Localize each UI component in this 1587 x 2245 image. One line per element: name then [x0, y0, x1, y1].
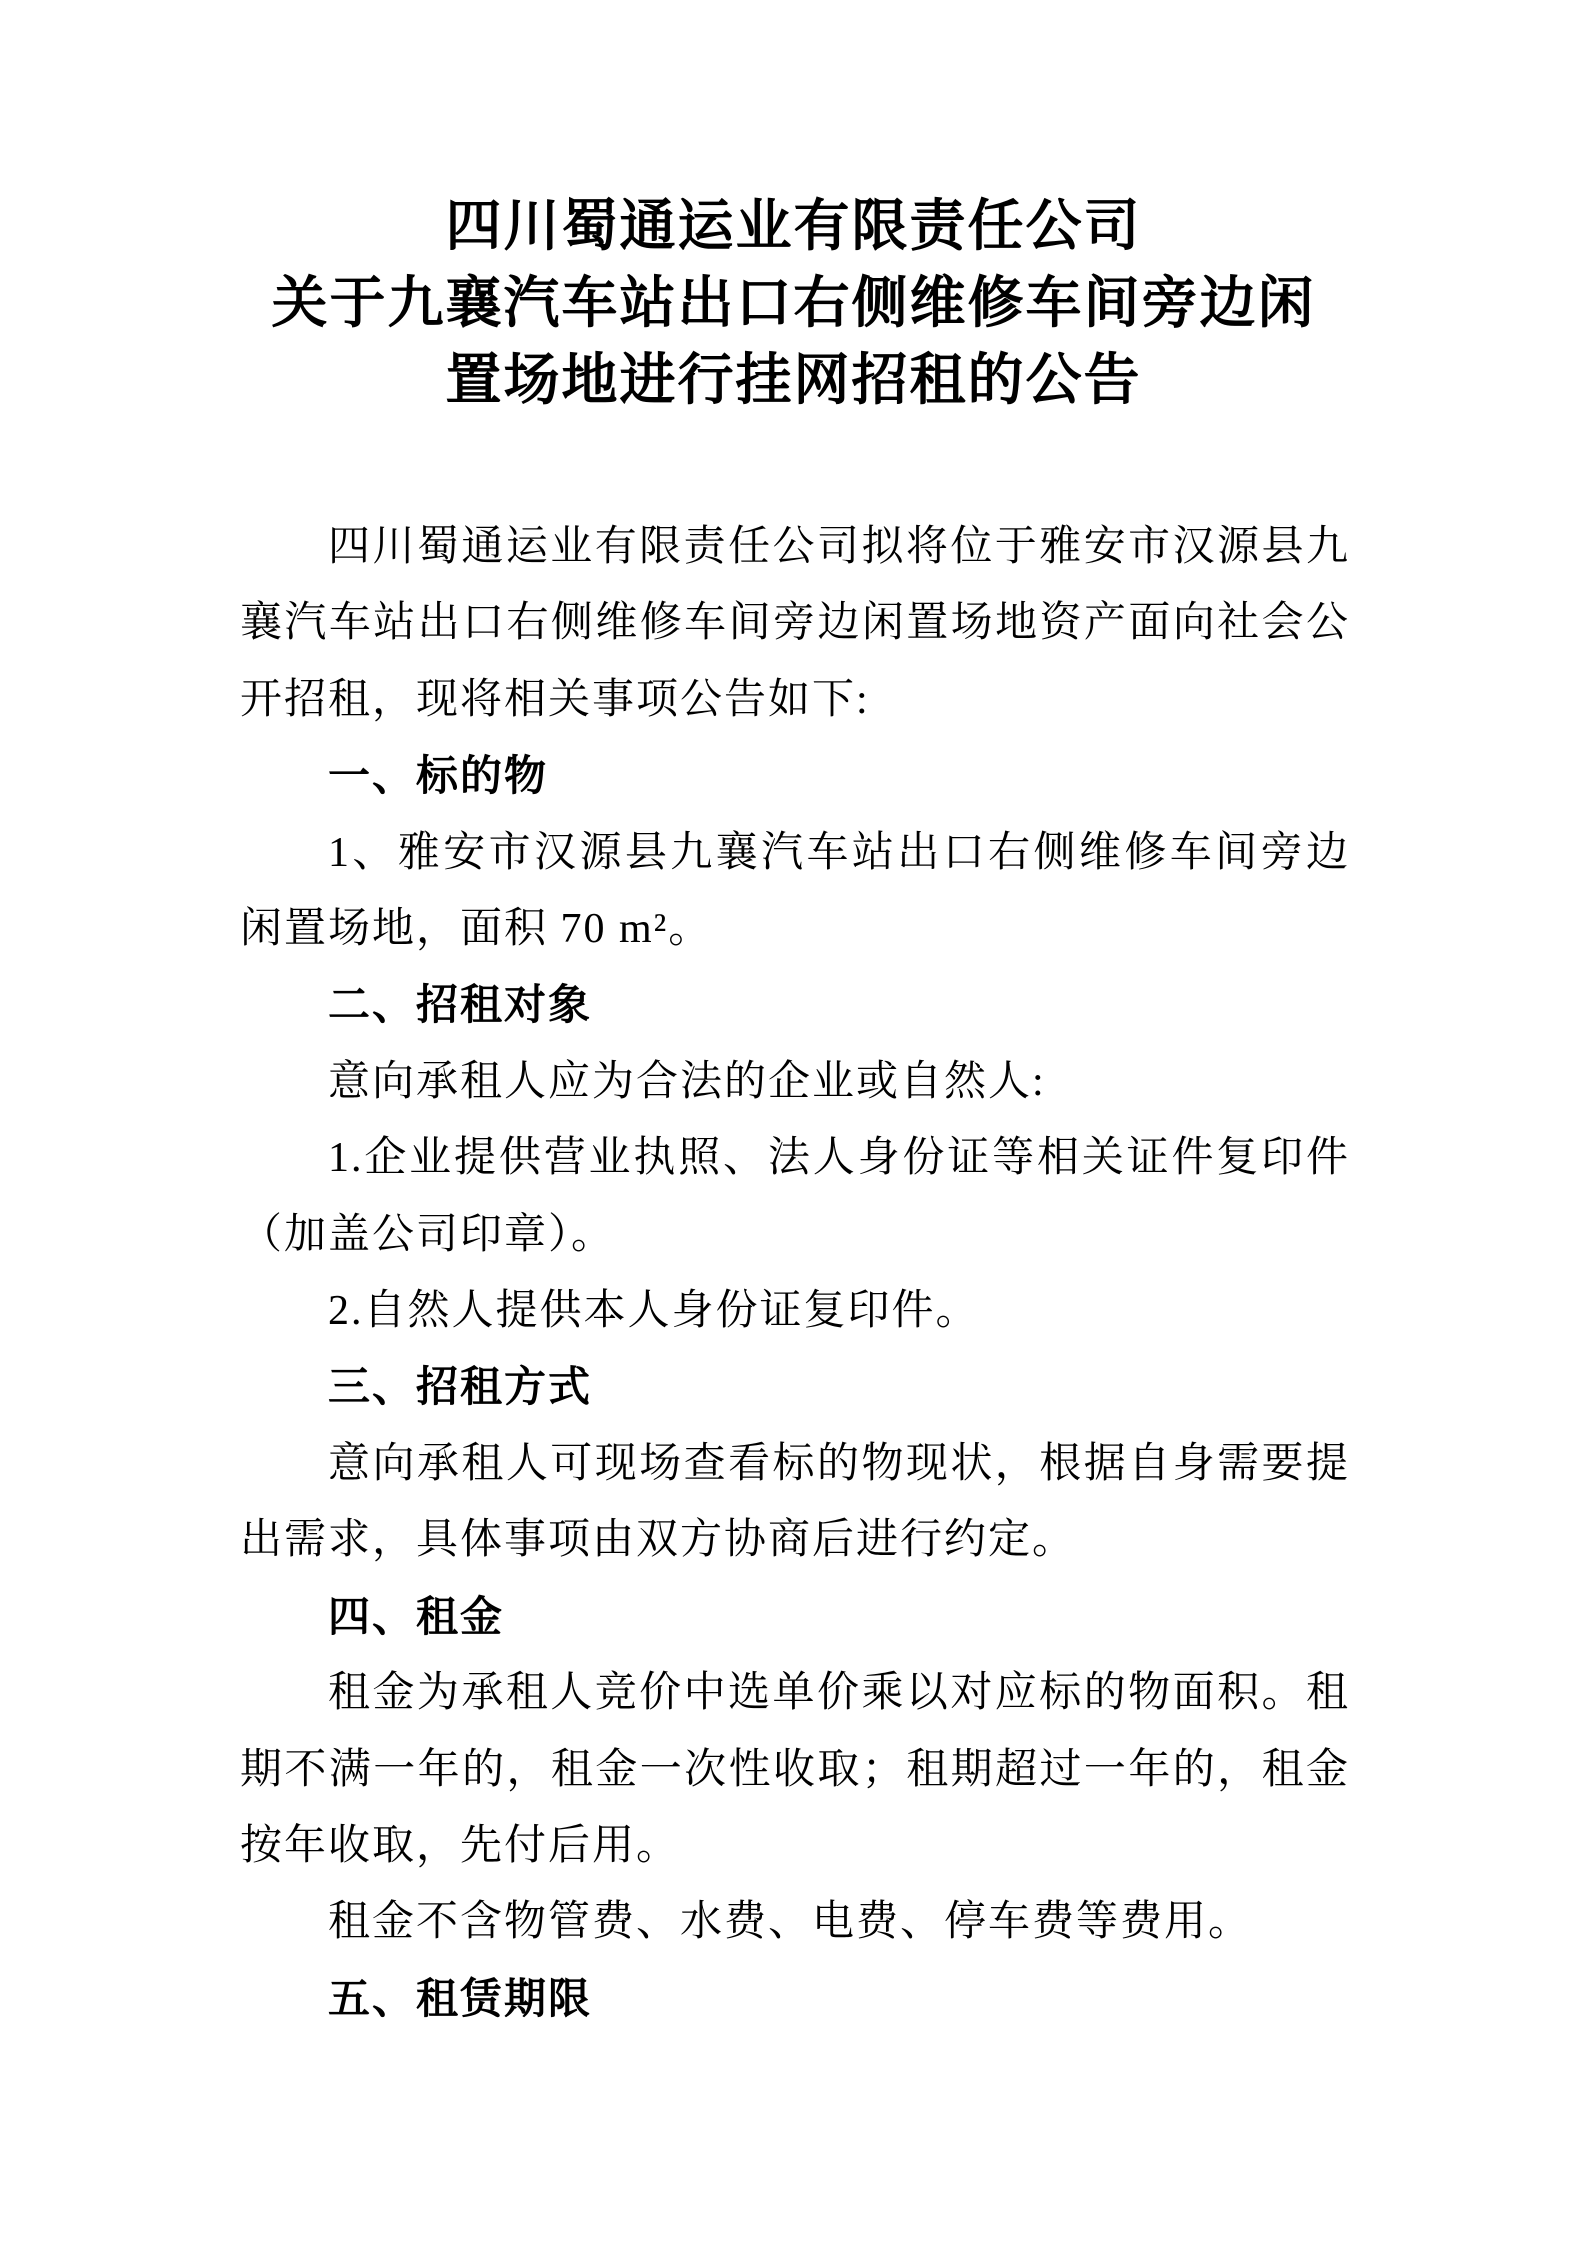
- title-subject: 关于九襄汽车站出口右侧维修车间旁边闲置场地进行挂网招租的公告: [271, 273, 1316, 412]
- section-heading: 三、招租方式: [328, 1363, 593, 1411]
- body-paragraph: 1、雅安市汉源县九襄汽车站出口右侧维修车间旁边闲置场地，面积 70 m²。: [240, 829, 1350, 953]
- body-paragraph: 意向承租人应为合法的企业或自然人:: [328, 1058, 1046, 1105]
- document-body: [240, 509, 1350, 2037]
- body-paragraph: 租金不含物管费、水费、电费、停车费等费用。: [328, 1899, 1253, 1946]
- section-heading: 四、租金: [328, 1592, 505, 1640]
- title-company-name: 四川蜀通运业有限责任公司: [445, 196, 1142, 258]
- document-title: [0, 189, 1587, 420]
- body-paragraph: 2.自然人提供本人身份证复印件。: [328, 1288, 980, 1335]
- body-paragraph: 四川蜀通运业有限责任公司拟将位于雅安市汉源县九襄汽车站出口右侧维修车间旁边闲置场地资产面向社会公开招租，现将相关事项公告如下:: [240, 524, 1350, 723]
- body-paragraph: 租金为承租人竞价中选单价乘以对应标的物面积。租期不满一年的，租金一次性收取；租期超过一年的，租金按年收取，先付后用。: [240, 1670, 1350, 1869]
- section-heading: 五、租赁期限: [328, 1974, 593, 2022]
- section-heading: 一、标的物: [328, 752, 549, 800]
- section-heading: 二、招租对象: [328, 981, 593, 1029]
- body-paragraph: 1.企业提供营业执照、法人身份证等相关证件复印件（加盖公司印章）。: [240, 1135, 1350, 1258]
- body-paragraph: 意向承租人可现场查看标的物现状，根据自身需要提出需求，具体事项由双方协商后进行约定。: [240, 1440, 1350, 1564]
